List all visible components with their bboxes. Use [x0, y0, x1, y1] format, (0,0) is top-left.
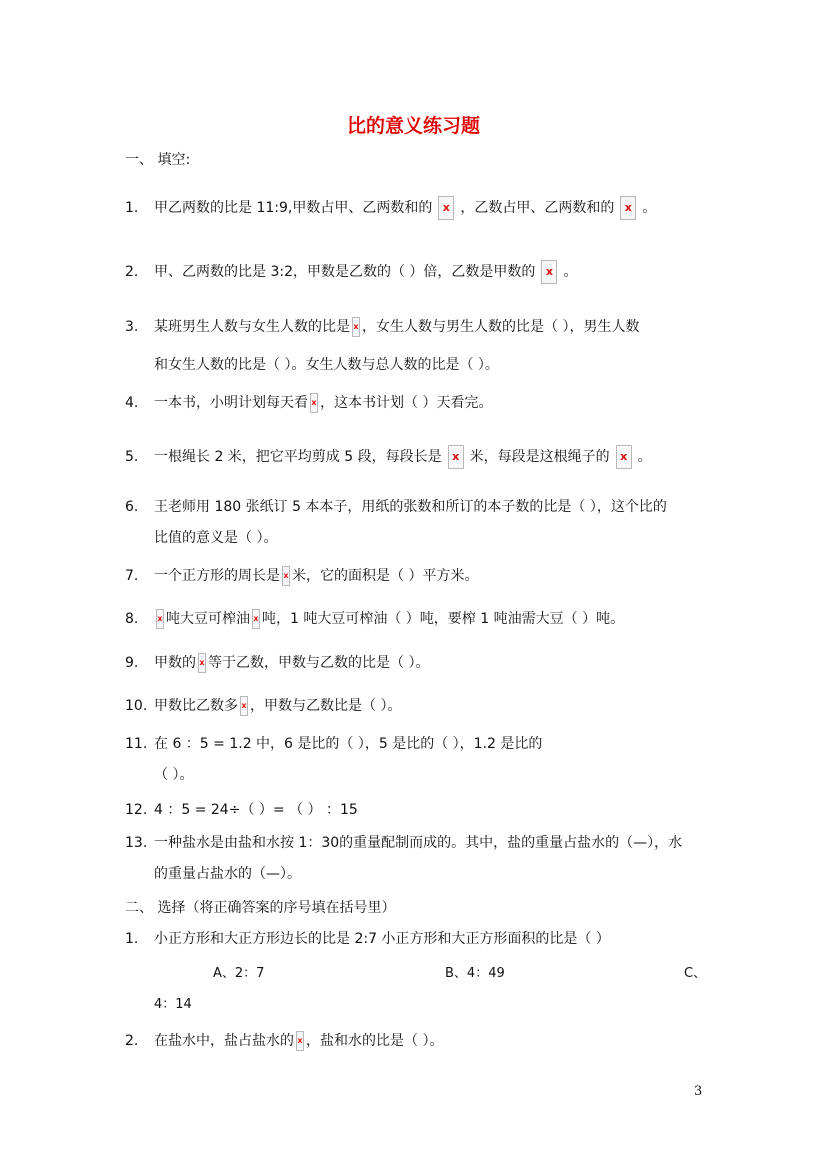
question-number: 8. — [125, 611, 139, 627]
question-text: 甲数比乙数多 — [154, 698, 238, 714]
broken-image-icon: x — [448, 445, 464, 469]
broken-image-icon: x — [240, 696, 248, 716]
question-number: 3. — [125, 319, 139, 335]
broken-image-icon: x — [541, 260, 557, 284]
question-text: 一个正方形的周长是 — [154, 568, 280, 584]
broken-image-icon: x — [156, 609, 164, 629]
question-3 — [125, 317, 639, 337]
question-text: 某班男生人数与女生人数的比是 — [154, 319, 350, 335]
question-text: 一本书，小明计划每天看 — [154, 395, 308, 411]
question-number: 2. — [125, 1033, 139, 1049]
question-number: 12. — [125, 802, 148, 818]
broken-image-icon: x — [282, 566, 290, 586]
option-c: C、 — [684, 966, 707, 981]
question-11-line-2: （ ）。 — [154, 767, 194, 783]
question-5 — [125, 445, 652, 469]
question-number: 2. — [125, 264, 139, 280]
option-a: A、2：7 — [213, 966, 265, 981]
question-text: 在盐水中，盐占盐水的 — [154, 1033, 294, 1049]
question-10 — [125, 696, 401, 716]
question-3-line-2: 和女生人数的比是（ ）。女生人数与总人数的比是（ ）。 — [154, 357, 499, 373]
question-number: 10. — [125, 698, 148, 714]
question-number: 13. — [125, 835, 148, 851]
page-title: 比的意义练习题 — [346, 115, 480, 137]
question-number: 5. — [125, 449, 139, 465]
question-text: ，女生人数与男生人数的比是（ ），男生人数 — [362, 319, 640, 335]
question-11 — [125, 734, 542, 754]
broken-image-icon: x — [352, 317, 360, 337]
broken-image-icon: x — [438, 196, 454, 220]
question-number: 1. — [125, 931, 139, 947]
question-text: ，甲数与乙数比是（ ）。 — [250, 698, 402, 714]
question-number: 4. — [125, 395, 139, 411]
question-text: 甲数的 — [154, 655, 196, 671]
question-text: ，盐和水的比是（ ）。 — [306, 1033, 444, 1049]
question-4 — [125, 393, 492, 413]
question-1 — [125, 196, 656, 220]
broken-image-icon: x — [616, 445, 632, 469]
question-6-line-2: 比值的意义是（ ）。 — [154, 530, 278, 546]
question-number: 7. — [125, 568, 139, 584]
question-6 — [125, 497, 667, 517]
broken-image-icon: x — [620, 196, 636, 220]
section-heading-choice: 二、 选择（将正确答案的序号填在括号里） — [125, 900, 396, 916]
question-text: 4 ：5 = 24÷（ ）= （ ） ：15 — [154, 802, 358, 818]
question-8 — [125, 609, 624, 629]
question-text: 。 — [563, 264, 578, 280]
question-text: 在 6 ：5 = 1.2 中，6 是比的（ ），5 是比的（ ），1.2 是比的 — [154, 736, 543, 752]
question-text: 米，每段是这根绳子的 — [469, 449, 610, 465]
option-c-value: 4：14 — [154, 997, 192, 1012]
question-text: 等于乙数，甲数与乙数的比是（ ）。 — [208, 655, 430, 671]
question-2 — [125, 260, 577, 284]
question-12 — [125, 800, 358, 820]
question-number: 1. — [125, 200, 139, 216]
option-b: B、4：49 — [445, 966, 505, 981]
question-text: 米，它的面积是（ ）平方米。 — [292, 568, 479, 584]
question-text: 一种盐水是由盐和水按 1：30的重量配制而成的。其中，盐的重量占盐水的（—），水 — [154, 835, 683, 851]
choice-question-2 — [125, 1031, 443, 1051]
question-number: 9. — [125, 655, 139, 671]
choice-question-1 — [125, 929, 610, 949]
question-9 — [125, 653, 429, 673]
question-13-line-2: 的重量占盐水的（—）。 — [154, 866, 301, 882]
question-text: 。 — [642, 200, 657, 216]
question-7 — [125, 566, 478, 586]
question-text: 王老师用 180 张纸订 5 本本子，用纸的张数和所订的本子数的比是（ ），这个比的 — [154, 499, 667, 515]
question-text: 吨大豆可榨油 — [166, 611, 250, 627]
question-text: ，这本书计划（ ）天看完。 — [320, 395, 493, 411]
question-13 — [125, 833, 682, 853]
broken-image-icon: x — [252, 609, 260, 629]
broken-image-icon: x — [296, 1031, 304, 1051]
question-number: 11. — [125, 736, 148, 752]
page-number: 3 — [694, 1084, 703, 1099]
question-number: 6. — [125, 499, 139, 515]
question-text: 吨，1 吨大豆可榨油（ ）吨，要榨 1 吨油需大豆（ ）吨。 — [262, 611, 625, 627]
question-text: ，乙数占甲、乙两数和的 — [460, 200, 615, 216]
broken-image-icon: x — [310, 393, 318, 413]
section-heading-fill: 一、 填空: — [125, 152, 191, 168]
question-text: 甲乙两数的比是 11:9,甲数占甲、乙两数和的 — [154, 200, 433, 216]
question-text: 一根绳长 2 米，把它平均剪成 5 段，每段长是 — [154, 449, 442, 465]
broken-image-icon: x — [198, 653, 206, 673]
question-text: 。 — [637, 449, 652, 465]
question-text: 小正方形和大正方形边长的比是 2:7 小正方形和大正方形面积的比是（ ） — [154, 931, 610, 947]
question-text: 甲、乙两数的比是 3:2，甲数是乙数的（ ）倍，乙数是甲数的 — [154, 264, 536, 280]
